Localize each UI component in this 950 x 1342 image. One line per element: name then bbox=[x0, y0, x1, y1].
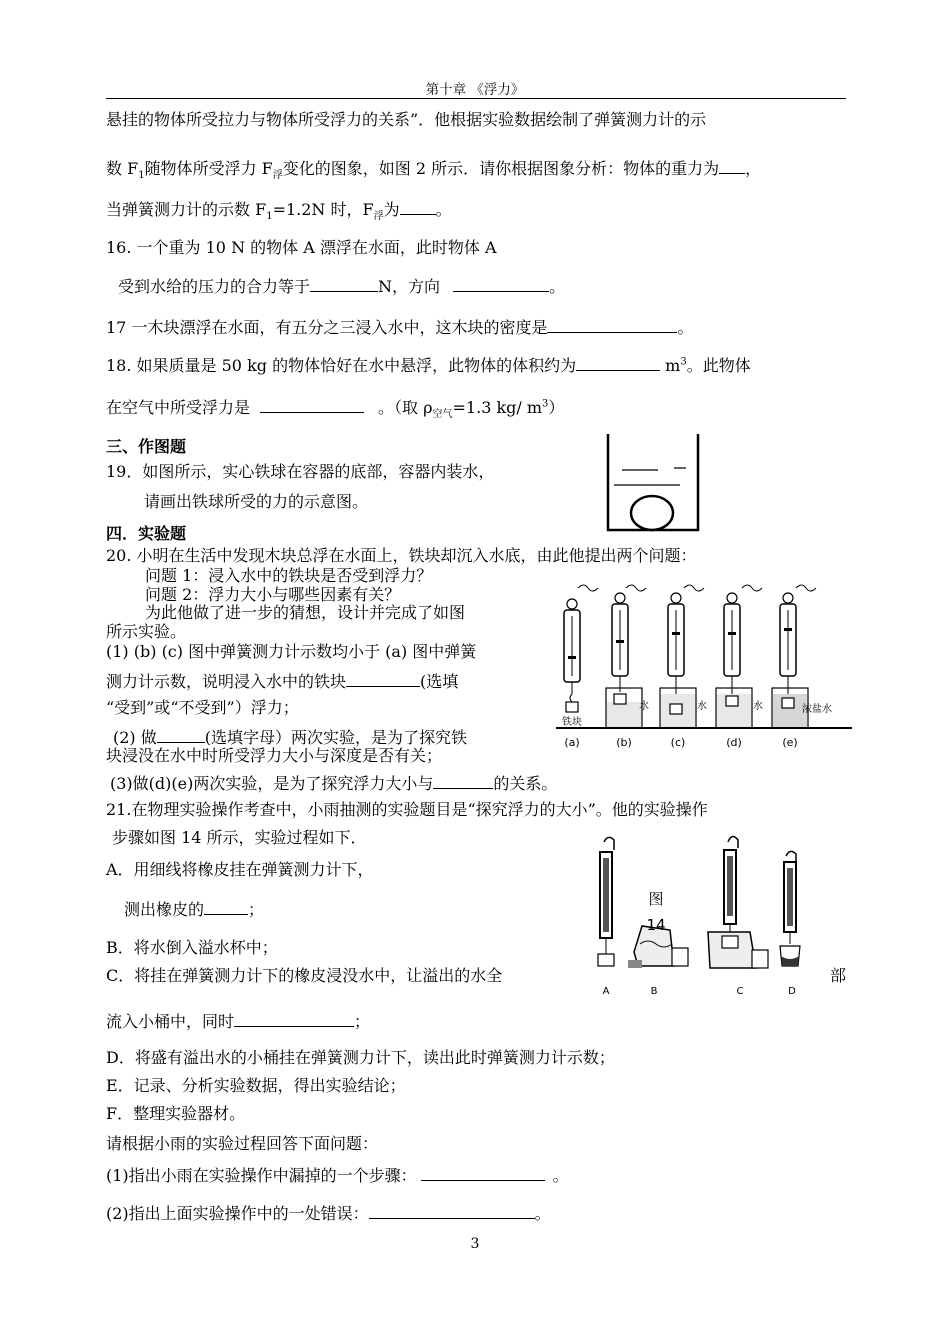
q21-step-D: D．将盛有溢出水的小桶挂在弹簧测力计下，读出此时弹簧测力计示数； bbox=[106, 1048, 615, 1067]
q16-line1: 16. 一个重为 10 N 的物体 A 漂浮在水面，此时物体 A bbox=[106, 238, 497, 257]
q18-blank-volume[interactable] bbox=[576, 354, 660, 371]
fig14-label-D: D bbox=[788, 986, 796, 997]
q20-problem2: 问题 2：浮力大小与哪些因素有关？ bbox=[145, 585, 401, 604]
q15-line3: 当弹簧测力计的示数 $F_1=1.2N$ 时，$F_浮$为 。 bbox=[106, 200, 452, 223]
q21-blank-error[interactable] bbox=[369, 1202, 535, 1219]
q20-s1-line2: 测力计示数，说明浸入水中的铁块 (选填 bbox=[106, 672, 459, 691]
label-water-d: 水 bbox=[753, 701, 763, 712]
container-ball-figure bbox=[600, 432, 704, 534]
q21-line2: 步骤如图 14 所示，实验过程如下． bbox=[112, 828, 367, 847]
q21-step-E: E．记录、分析实验数据，得出实验结论； bbox=[106, 1076, 406, 1095]
q21-answer2: (2)指出上面实验操作中的一处错误： 。 bbox=[106, 1204, 551, 1223]
page-number: 3 bbox=[470, 1236, 480, 1252]
label-b: (b) bbox=[616, 736, 632, 749]
q15-blank-weight[interactable] bbox=[719, 157, 745, 174]
q21-blank-weight[interactable] bbox=[204, 898, 248, 915]
setup-a bbox=[564, 585, 598, 712]
q20-blank-letters[interactable] bbox=[157, 726, 205, 743]
figure-14-caption-2: 14 bbox=[646, 916, 666, 934]
label-iron-block: 铁块 bbox=[562, 717, 582, 728]
q21-line1: 21.在物理实验操作考查中，小雨抽测的实验题目是“探究浮力的大小”。他的实验操作 bbox=[106, 800, 708, 819]
fig14-label-B: B bbox=[650, 986, 658, 997]
q20-line1: 20. 小明在生活中发现木块总浮在水面上，铁块却沉入水底，由此他提出两个问题： bbox=[106, 546, 697, 565]
q17-line: 17 一木块漂浮在水面，有五分之三浸入水中，这木块的密度是 。 bbox=[106, 318, 694, 337]
q19-line1: 19．如图所示，实心铁球在容器的底部，容器内装水， bbox=[106, 462, 495, 481]
q15-blank-buoyancy[interactable] bbox=[400, 198, 436, 215]
iron-ball bbox=[631, 496, 673, 530]
q18-blank-air-buoyancy[interactable] bbox=[260, 396, 364, 413]
q21-blank-missing-step[interactable] bbox=[421, 1164, 545, 1181]
label-water-b: 水 bbox=[639, 701, 649, 712]
q20-problem1: 问题 1：浸入水中的铁块是否受到浮力？ bbox=[145, 566, 433, 585]
fig14-label-A: A bbox=[602, 986, 610, 997]
fig14-label-C: C bbox=[736, 986, 744, 997]
step-A-drawing bbox=[598, 837, 614, 966]
q18-line1: 18. 如果质量是 50 kg 的物体恰好在水中悬浮，此物体的体积约为 $m^3$。此物体 bbox=[106, 356, 751, 375]
q16-blank-force[interactable] bbox=[310, 275, 378, 292]
q18-line2: 在空气中所受浮力是 。（取 $\rho_{空气}=1.3$ kg/ $m^3$） bbox=[106, 398, 565, 421]
q21-step-F: F．整理实验器材。 bbox=[106, 1104, 246, 1123]
q16-line2: 受到水给的压力的合力等于 N，方向 。 bbox=[118, 277, 566, 296]
q21-step-C2: 流入小桶中，同时 ； bbox=[106, 1012, 371, 1031]
label-c: (c) bbox=[670, 736, 686, 749]
q20-s1-line3: “受到”或“不受到”）浮力； bbox=[106, 698, 299, 717]
q15-line2: 数 $F_1$随物体所受浮力 $F_浮$变化的图象，如图 2 所示．请你根据图象分析：物体的重力为 ， bbox=[106, 159, 762, 182]
label-salt-water-e: 浓盐水 bbox=[802, 704, 832, 715]
q20-s3: (3)做(d)(e)两次实验，是为了探究浮力大小与 的关系。 bbox=[110, 774, 558, 793]
figure-14-caption-1: 图 bbox=[648, 890, 664, 908]
q20-para-2: 所示实验。 bbox=[106, 622, 187, 641]
q20-s1-line1: (1) (b) (c) 图中弹簧测力计示数均小于 (a) 图中弹簧 bbox=[106, 642, 477, 661]
q21-blank-simultaneous[interactable] bbox=[234, 1010, 354, 1027]
section-experiment-title: 四．实验题 bbox=[106, 524, 187, 543]
label-water-c: 水 bbox=[697, 701, 707, 712]
q21-step-A1: A．用细线将橡皮挂在弹簧测力计下， bbox=[106, 860, 374, 879]
step-D-drawing bbox=[780, 851, 800, 966]
figure-14 bbox=[588, 832, 814, 998]
q21-ask: 请根据小雨的实验过程回答下面问题： bbox=[106, 1134, 379, 1153]
header-rule bbox=[106, 98, 846, 99]
q21-step-B: B．将水倒入溢水杯中； bbox=[106, 938, 278, 957]
q20-s2-line1: (2) 做 (选填字母）两次实验，是为了探究铁 bbox=[113, 728, 468, 747]
section-drawing-title: 三、作图题 bbox=[106, 437, 187, 456]
label-e: (e) bbox=[782, 736, 798, 749]
label-a: (a) bbox=[564, 736, 580, 749]
q15-line1: 悬挂的物体所受拉力与物体所受浮力的关系”．他根据实验数据绘制了弹簧测力计的示 bbox=[106, 110, 707, 129]
spring-scale-figure bbox=[556, 582, 856, 754]
q20-s2-line2: 块浸没在水中时所受浮力大小与深度是否有关； bbox=[106, 746, 443, 765]
page-header: 第十章 《浮力》 bbox=[425, 82, 525, 98]
q20-para-1: 为此他做了进一步的猜想，设计并完成了如图 bbox=[145, 603, 466, 622]
q21-step-C1: C．将挂在弹簧测力计下的橡皮浸没水中，让溢出的水全 bbox=[106, 966, 503, 985]
q21-step-C1-end: 部 bbox=[830, 966, 847, 985]
q17-blank-density[interactable] bbox=[547, 316, 677, 333]
step-C-drawing bbox=[708, 836, 768, 968]
q16-blank-direction[interactable] bbox=[453, 275, 549, 292]
label-d: (d) bbox=[726, 736, 742, 749]
q19-line2: 请画出铁球所受的力的示意图。 bbox=[144, 492, 369, 511]
q21-answer1: (1)指出小雨在实验操作中漏掉的一个步骤： 。 bbox=[106, 1166, 569, 1185]
q20-blank-factor[interactable] bbox=[433, 772, 493, 789]
q20-blank-buoyancy[interactable] bbox=[346, 670, 420, 687]
q21-step-A2: 测出橡皮的 ； bbox=[124, 900, 265, 919]
